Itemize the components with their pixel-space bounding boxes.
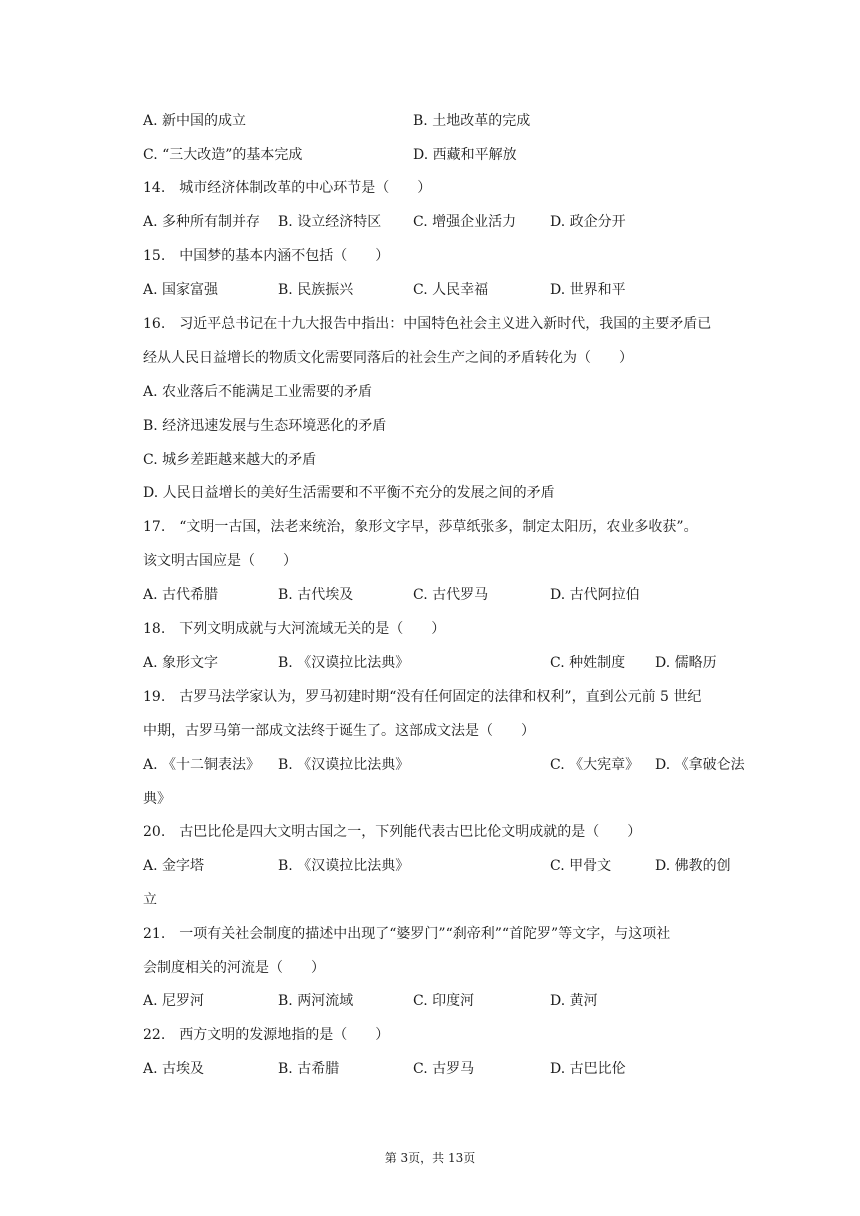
q14-option-a: A. 多种所有制并存 <box>143 214 261 230</box>
q17-stem-line-2: 该文明古国应是（ ） <box>143 553 297 569</box>
q17-option-d: D. 古代阿拉伯 <box>550 587 640 603</box>
page-number-footer: 第 3页，共 13页 <box>384 1151 476 1165</box>
q16-option-c: C. 城乡差距越来越大的矛盾 <box>143 452 317 468</box>
q18-stem: 18. 下列文明成就与大河流域无关的是（ ） <box>143 621 446 637</box>
q22-option-a: A. 古埃及 <box>143 1061 205 1077</box>
q16-stem-line-1: 16. 习近平总书记在十九大报告中指出：中国特色社会主义进入新时代，我国的主要矛盾已 <box>143 316 712 332</box>
q21-stem-line-1: 21. 一项有关社会制度的描述中出现了“婆罗门”“刹帝利”“首陀罗”等文字，与这项社 <box>143 926 671 942</box>
q22-option-d: D. 古巴比伦 <box>550 1061 626 1077</box>
q21-option-c: C. 印度河 <box>413 993 475 1009</box>
q15-option-b: B. 民族振兴 <box>278 282 354 298</box>
q18-option-b: B. 《汉谟拉比法典》 <box>278 655 410 671</box>
q17-option-a: A. 古代希腊 <box>143 587 219 603</box>
q20-stem: 20. 古巴比伦是四大文明古国之一，下列能代表古巴比伦文明成就的是（ ） <box>143 824 642 840</box>
q21-option-b: B. 两河流域 <box>278 993 354 1009</box>
q17-option-b: B. 古代埃及 <box>278 587 354 603</box>
q19-stem-line-2: 中期，古罗马第一部成文法终于诞生了。这部成文法是（ ） <box>143 723 535 739</box>
q22-option-b: B. 古希腊 <box>278 1061 340 1077</box>
q16-stem-line-2: 经从人民日益增长的物质文化需要同落后的社会生产之间的矛盾转化为（ ） <box>143 350 633 366</box>
q14-option-b: B. 设立经济特区 <box>278 214 382 230</box>
q21-option-a: A. 尼罗河 <box>143 993 205 1009</box>
q19-option-d-continued: 典》 <box>143 791 171 807</box>
q19-option-a: A. 《十二铜表法》 <box>143 757 261 773</box>
q19-option-b: B. 《汉谟拉比法典》 <box>278 757 410 773</box>
q18-option-d: D. 儒略历 <box>655 655 717 671</box>
q14-stem: 14. 城市经济体制改革的中心环节是（ ） <box>143 180 432 196</box>
q13-option-c: C. “三大改造”的基本完成 <box>143 147 303 163</box>
q22-option-c: C. 古罗马 <box>413 1061 475 1077</box>
q19-option-d: D. 《拿破仑法 <box>655 757 745 773</box>
q16-option-b: B. 经济迅速发展与生态环境恶化的矛盾 <box>143 418 387 434</box>
q21-stem-line-2: 会制度相关的河流是（ ） <box>143 960 325 976</box>
q16-option-d: D. 人民日益增长的美好生活需要和不平衡不充分的发展之间的矛盾 <box>143 485 555 501</box>
q15-option-c: C. 人民幸福 <box>413 282 489 298</box>
q20-option-d-continued: 立 <box>143 892 157 908</box>
q21-option-d: D. 黄河 <box>550 993 598 1009</box>
q15-stem: 15. 中国梦的基本内涵不包括（ ） <box>143 248 390 264</box>
q20-option-d: D. 佛教的创 <box>655 858 731 874</box>
q14-option-d: D. 政企分开 <box>550 214 626 230</box>
q15-option-d: D. 世界和平 <box>550 282 626 298</box>
q20-option-c: C. 甲骨文 <box>550 858 612 874</box>
q20-option-b: B. 《汉谟拉比法典》 <box>278 858 410 874</box>
q18-option-c: C. 种姓制度 <box>550 655 626 671</box>
q18-option-a: A. 象形文字 <box>143 655 219 671</box>
q20-option-a: A. 金字塔 <box>143 858 205 874</box>
q19-option-c: C. 《大宪章》 <box>550 757 640 773</box>
q13-option-b: B. 土地改革的完成 <box>413 113 531 129</box>
q14-option-c: C. 增强企业活力 <box>413 214 517 230</box>
q19-stem-line-1: 19. 古罗马法学家认为，罗马初建时期“没有任何固定的法律和权利”，直到公元前 5 世纪 <box>143 689 702 705</box>
q13-option-a: A. 新中国的成立 <box>143 113 247 129</box>
q17-option-c: C. 古代罗马 <box>413 587 489 603</box>
q16-option-a: A. 农业落后不能满足工业需要的矛盾 <box>143 384 373 400</box>
q15-option-a: A. 国家富强 <box>143 282 219 298</box>
q13-option-d: D. 西藏和平解放 <box>413 147 517 163</box>
q22-stem: 22. 西方文明的发源地指的是（ ） <box>143 1027 390 1043</box>
q17-stem-line-1: 17. “文明一古国，法老来统治，象形文字早，莎草纸张多，制定太阳历，农业多收获”。 <box>143 519 698 535</box>
